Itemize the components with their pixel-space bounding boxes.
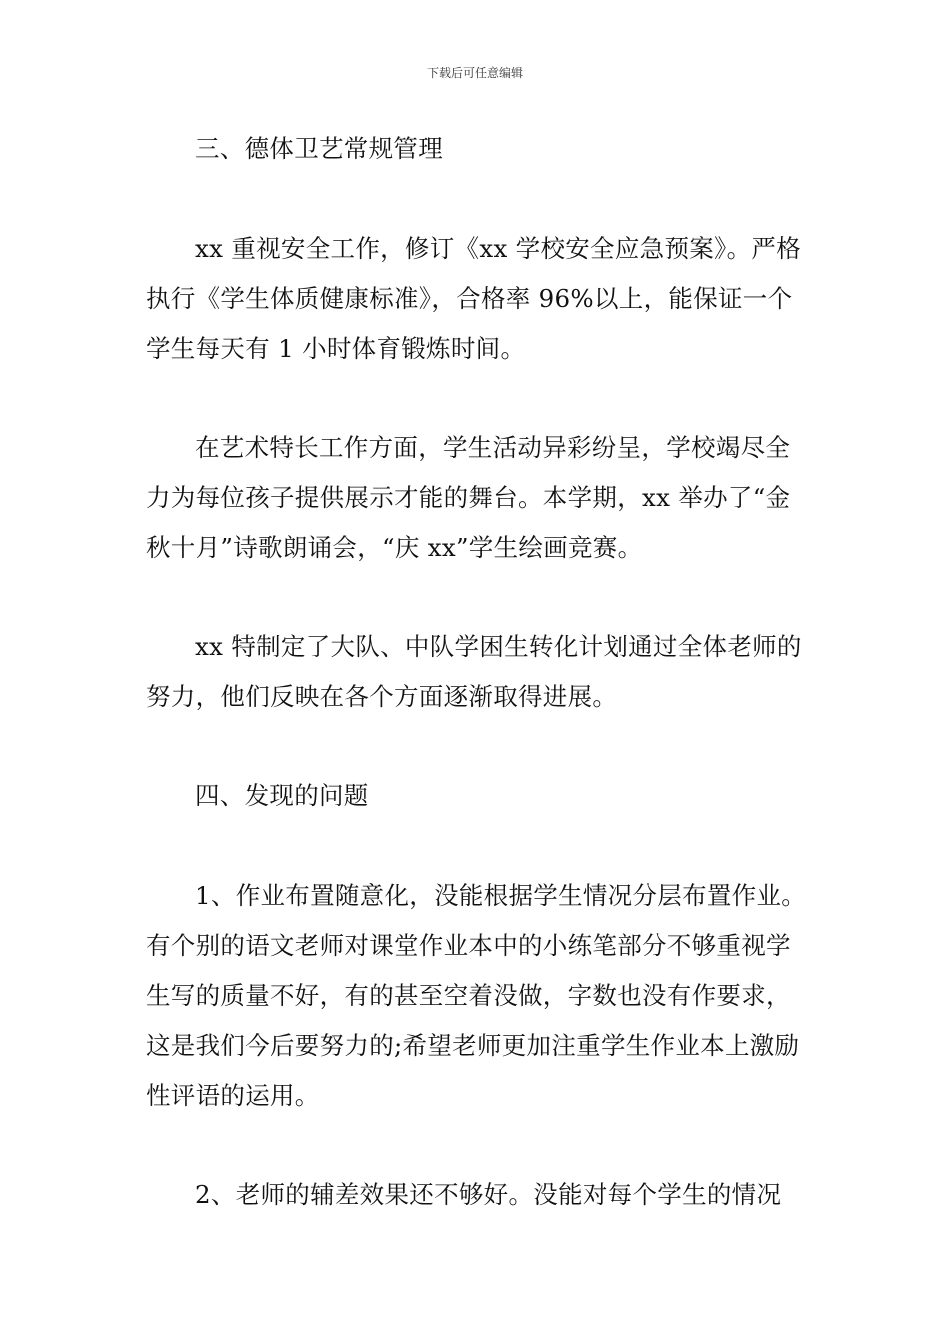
paragraph-problem-two: 2、老师的辅差效果还不够好。没能对每个学生的情况 [195, 1180, 782, 1209]
section-heading-three: 三、德体卫艺常规管理 [195, 134, 443, 163]
paragraph-safety: xx 重视安全工作，修订《xx 学校安全应急预案》。严格执行《学生体质健康标准》，合格率 96%以上，能保证一个学生每天有 1 小时体育锻炼时间。 [146, 234, 801, 363]
paragraph-arts: 在艺术特长工作方面，学生活动异彩纷呈，学校竭尽全力为每位孩子提供展示才能的舞台。本学期，xx 举办了“金秋十月”诗歌朗诵会，“庆 xx”学生绘画竞赛。 [146, 433, 791, 562]
paragraph-problem-one: 1、作业布置随意化，没能根据学生情况分层布置作业。有个别的语文老师对课堂作业本中的小练笔部分不够重视学生写的质量不好，有的甚至空着没做，字数也没有作要求，这是我们今后要努力的;希望老师更加注重学生作业本上激励性评语的运用。 [146, 881, 807, 1110]
paragraph-student-plan: xx 特制定了大队、中队学困生转化计划通过全体老师的努力，他们反映在各个方面逐渐取得进展。 [146, 632, 802, 711]
page-header-note: 下载后可任意编辑 [426, 66, 523, 80]
section-heading-four: 四、发现的问题 [195, 781, 369, 810]
